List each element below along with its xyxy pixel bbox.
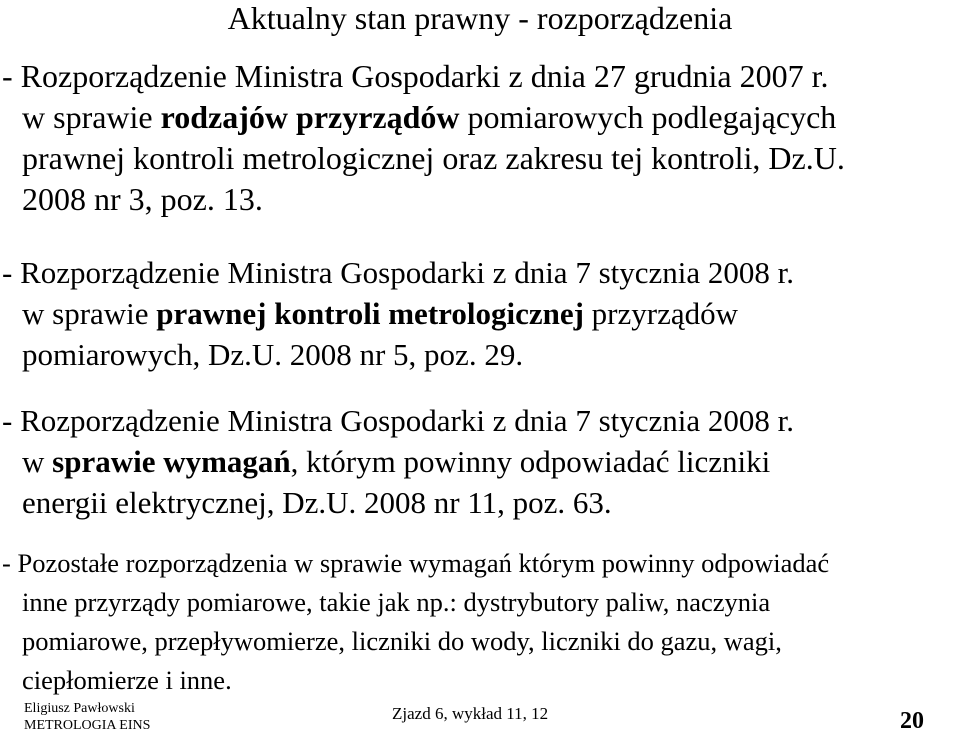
text-line bbox=[2, 441, 952, 482]
page-number: 20 bbox=[900, 708, 924, 734]
text-run: prawnej kontroli metrologicznej oraz zakresu tej kontroli, Dz.U. bbox=[22, 140, 845, 176]
text-line bbox=[2, 138, 952, 179]
text-run: w sprawie bbox=[22, 99, 161, 135]
text-line bbox=[2, 252, 952, 293]
text-run: energii elektrycznej, Dz.U. 2008 nr 11, poz. 63. bbox=[22, 485, 612, 520]
text-run: pomiarowe, przepływomierze, liczniki do wody, liczniki do gazu, wagi, bbox=[22, 626, 782, 656]
course-name: METROLOGIA EINS bbox=[24, 718, 151, 733]
text-run: w sprawie bbox=[22, 296, 157, 331]
footer-author bbox=[24, 700, 150, 734]
text-run: 2008 nr 3, poz. 13. bbox=[22, 181, 263, 217]
text-line bbox=[2, 334, 952, 375]
bold-text: sprawie wymagań bbox=[52, 444, 291, 479]
text-line bbox=[2, 293, 952, 334]
text-run: - Rozporządzenie Ministra Gospodarki z dnia 7 stycznia 2008 r. bbox=[2, 255, 794, 290]
text-run: - Rozporządzenie Ministra Gospodarki z dnia 27 grudnia 2007 r. bbox=[2, 58, 829, 94]
text-run: inne przyrządy pomiarowe, takie jak np.: dystrybutory paliw, naczynia bbox=[22, 587, 771, 617]
text-run: - Pozostałe rozporządzenia w sprawie wymagań którym powinny odpowiadać bbox=[2, 548, 830, 578]
bold-text: rodzajów przyrządów bbox=[160, 99, 460, 135]
text-line bbox=[2, 97, 952, 138]
text-line bbox=[2, 482, 952, 523]
regulation-item-1 bbox=[2, 56, 952, 220]
text-line bbox=[2, 583, 952, 622]
regulation-item-3 bbox=[2, 400, 952, 523]
footer-session: Zjazd 6, wykład 11, 12 bbox=[392, 704, 549, 723]
text-run: , którym powinny odpowiadać liczniki bbox=[290, 444, 771, 479]
text-line bbox=[2, 661, 952, 700]
regulation-item-4 bbox=[2, 544, 952, 700]
text-run: w bbox=[22, 444, 53, 479]
text-run: ciepłomierze i inne. bbox=[22, 665, 232, 695]
text-line bbox=[2, 622, 952, 661]
text-line bbox=[2, 179, 952, 220]
text-run: - Rozporządzenie Ministra Gospodarki z dnia 7 stycznia 2008 r. bbox=[2, 403, 794, 438]
slide-title: Aktualny stan prawny - rozporządzenia bbox=[227, 0, 733, 36]
text-line bbox=[2, 400, 952, 441]
text-line bbox=[2, 56, 952, 97]
text-run: pomiarowych, Dz.U. 2008 nr 5, poz. 29. bbox=[22, 337, 524, 372]
author-name: Eligiusz Pawłowski bbox=[24, 701, 135, 716]
text-run: pomiarowych podlegających bbox=[459, 99, 837, 135]
regulation-item-2 bbox=[2, 252, 952, 375]
bold-text: prawnej kontroli metrologicznej bbox=[156, 296, 584, 331]
text-run: przyrządów bbox=[583, 296, 738, 331]
text-line bbox=[2, 544, 952, 583]
